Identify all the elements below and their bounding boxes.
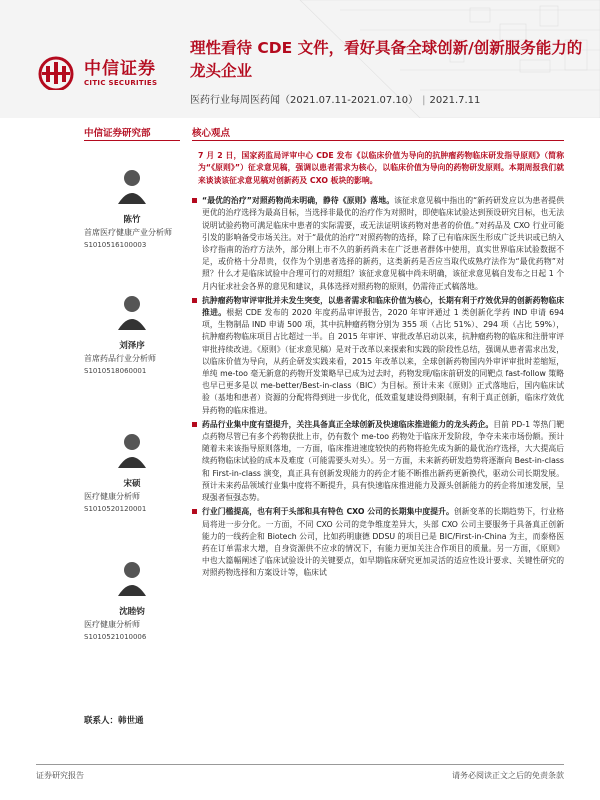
report-series: 医药行业每周医药闻（2021.07.11-2021.07.10） [190,95,419,106]
analyst-title: 医疗健康分析师 [84,620,140,629]
company-logo [34,56,157,90]
analyst-name: 沈睦钧 [119,607,145,617]
paragraph-lead-in: 行业门槛提高，也有利于头部和具有特色 CXO 公司的长期集中度提升。 [202,507,454,517]
citic-logo-icon [34,56,78,90]
bullet-square-icon [192,509,197,514]
view-paragraph [192,295,564,417]
paragraph-body: 目前 PD-1 等热门靶点药物尽管已有多个药物获批上市，仍有数个 me-too 药物处于临床开发阶段，争夺未来市场份额。预计随着未来该指导原则落地，一方面，临床推进速度较快的药物将抢先成为新的最优治疗选择，大大提高后续药物临床试验的成本及难度（可能需要头对头）。另一方面，未来新药研发趋势将逐渐向 Best-in-class 和 First-in-class 演变，真正具有创新发现能力的药企才能不断推出新药更新换代，驱动公司长期发展。预计未来药品领域行业集中度将不断提升，具有快速临床推进能力及源头创新能力的药企将加速发展，呈现强者恒强态势。 [202,419,565,503]
paragraph-lead-in: “最优的治疗”对照药物尚未明确，静待《原则》落地。 [202,196,395,206]
bullet-square-icon [192,298,197,303]
report-title: 理性看待 CDE 文件，看好具备全球创新/创新服务能力的龙头企业 [190,39,583,80]
paragraph-lead-in: 抗肿瘤药物审评审批并未发生突变，以患者需求和临床价值为核心，长期有利于疗效优异的创新药物临床推进。 [202,295,564,318]
paragraph-lead-in: 药品行业集中度有望提升，关注具备真正全球创新及快速临床推进能力的龙头药企。 [202,419,494,429]
analyst-license-id: S1010518060001 [84,367,147,375]
footer-divider [36,764,564,765]
view-paragraph [192,506,564,579]
bullet-square-icon [192,422,197,427]
core-view-heading: 核心观点 [192,128,231,139]
footer-disclaimer: 请务必阅读正文之后的免责条款 [452,771,564,780]
subtitle-separator: | [422,95,426,106]
footer-report-type: 证券研究报告 [36,771,84,780]
analyst-license-id: S1010521010006 [84,633,147,641]
analyst-title: 首席药品行业分析师 [84,354,156,363]
view-paragraph [192,419,564,504]
analyst-title: 医疗健康分析师 [84,492,140,501]
analyst-name: 陈竹 [123,215,141,225]
analyst-photo-icon [112,290,152,330]
paragraph-body: 该征求意见稿中指出的“新药研发应以为患者提供更优的治疗选择为最高目标，当选择非最优的治疗作为对照时，即使临床试验达到预设研究目标，也无法说明试验药物可满足临床中患者的实际需要，或无法证明该药物对患者的价值。”对药品及 CXO 行业可能引发的影响备受市场关注。对于“最优的治疗”对照药物的选择，除了已有临床医生形成广泛共识或已纳入诊疗指南的治疗方法外，部分刚上市不久的新药尚未在广泛患者群体中使用，真实世界临床试验数据不足，或价格十分昂贵，仅作为个别患者选择的新药，这类新药是否应当取代成熟疗法作为“最优药物”对照？什么才是临床试验中合理可行的对照组？该征求意见稿中尚未明确，该征求意见稿自发布之日起 1 个月内征求社会各界的意见和建议，具体选择对照药物的原则，仍需待正式稿落地。 [202,196,564,291]
analyst-title: 首席医疗健康产业分析师 [84,228,172,237]
view-paragraph [192,195,564,293]
paragraph-body: 根据 CDE 发布的 2020 年度药品审评报告，2020 年审评通过 1 类创新化学药 IND 申请 694 项，生物制品 IND 申请 500 项，其中抗肿瘤药物分别为 355 项（占比 51%）、294 项（占比 59%），抗肿瘤药物临床项目占比超过一半。自 2015 年审评、审批改革启动以来，抗肿瘤药物的临床和注册审评审批持续改进。《原则》（征求意见稿）是对于改革以来探索和实践的阶段性总结，强调从患者需求出发，以临床价值为导向，从药企研发实践来看，2015 年改革以来，全球创新药物国内外审评审批时差缩短，单纯 me-too 毫无新意的药物开发策略早已成为过去时，药物发现/临床前研发的同靶点 fast-follow 策略也早已更多是以 me-better/Best-in-class（BIC）为目标。预计未来《原则》正式落地后，国内临床试验（基地和患者）资源的分配将得到进一步优化，低效重复建设得到限制，有利于真正创新，临床疗效优异药物的临床推进。 [202,308,564,415]
analyst-photo-icon [112,556,152,596]
report-subtitle [190,91,480,106]
analyst-license-id: S1010520120001 [84,505,147,513]
bullet-square-icon [192,198,197,203]
analyst-card [84,164,184,249]
paragraph-body: 创新变革的长期趋势下，行业格局将进一步分化。一方面，不同 CXO 公司的竞争维度差异大，头部 CXO 公司主要服务于具备真正创新能力的一线药企和 Biotech 公司，比如药明康德 DDSU 的项目已是 BIC/First-in-China 为主，而泰格医药在订单需求大增，自身资源供不应求的情况下，有能力更加关注合作项目的质量。另一方面，《原则》中也大篇幅阐述了临床试验设计的关键要点，如早期临床研究更加灵活的适应性设计要求、关键性研究的对照药物选择和方案设计等，临床试 [202,507,564,578]
analyst-photo-icon [112,428,152,468]
analyst-license-id: S1010516100003 [84,241,147,249]
analyst-card [84,556,184,641]
contact-person: 联系人：韩世通 [84,716,144,726]
analyst-card [84,290,184,375]
logo-cn-text: 中信证券 [84,58,156,79]
main-divider [192,140,564,141]
research-dept-heading: 中信证券研究部 [84,128,151,139]
logo-en-text: CITIC SECURITIES [84,78,158,87]
core-view-content [192,150,564,582]
sidebar-divider [84,140,180,141]
analyst-photo-icon [112,164,152,204]
report-date: 2021.7.11 [429,95,481,106]
analyst-name: 刘泽序 [119,341,145,351]
analyst-name: 宋硕 [123,479,141,489]
lead-summary: 7 月 2 日，国家药监局评审中心 CDE 发布《以临床价值为导向的抗肿瘤药物临床研发指导原则》（简称为“《原则》”）征求意见稿，强调以患者需求为核心，以临床价值为导向的药物研发原则。本期周报我们就来谈谈该征求意见稿对创新药及 CXO 板块的影响。 [198,151,564,185]
analyst-card [84,428,184,513]
